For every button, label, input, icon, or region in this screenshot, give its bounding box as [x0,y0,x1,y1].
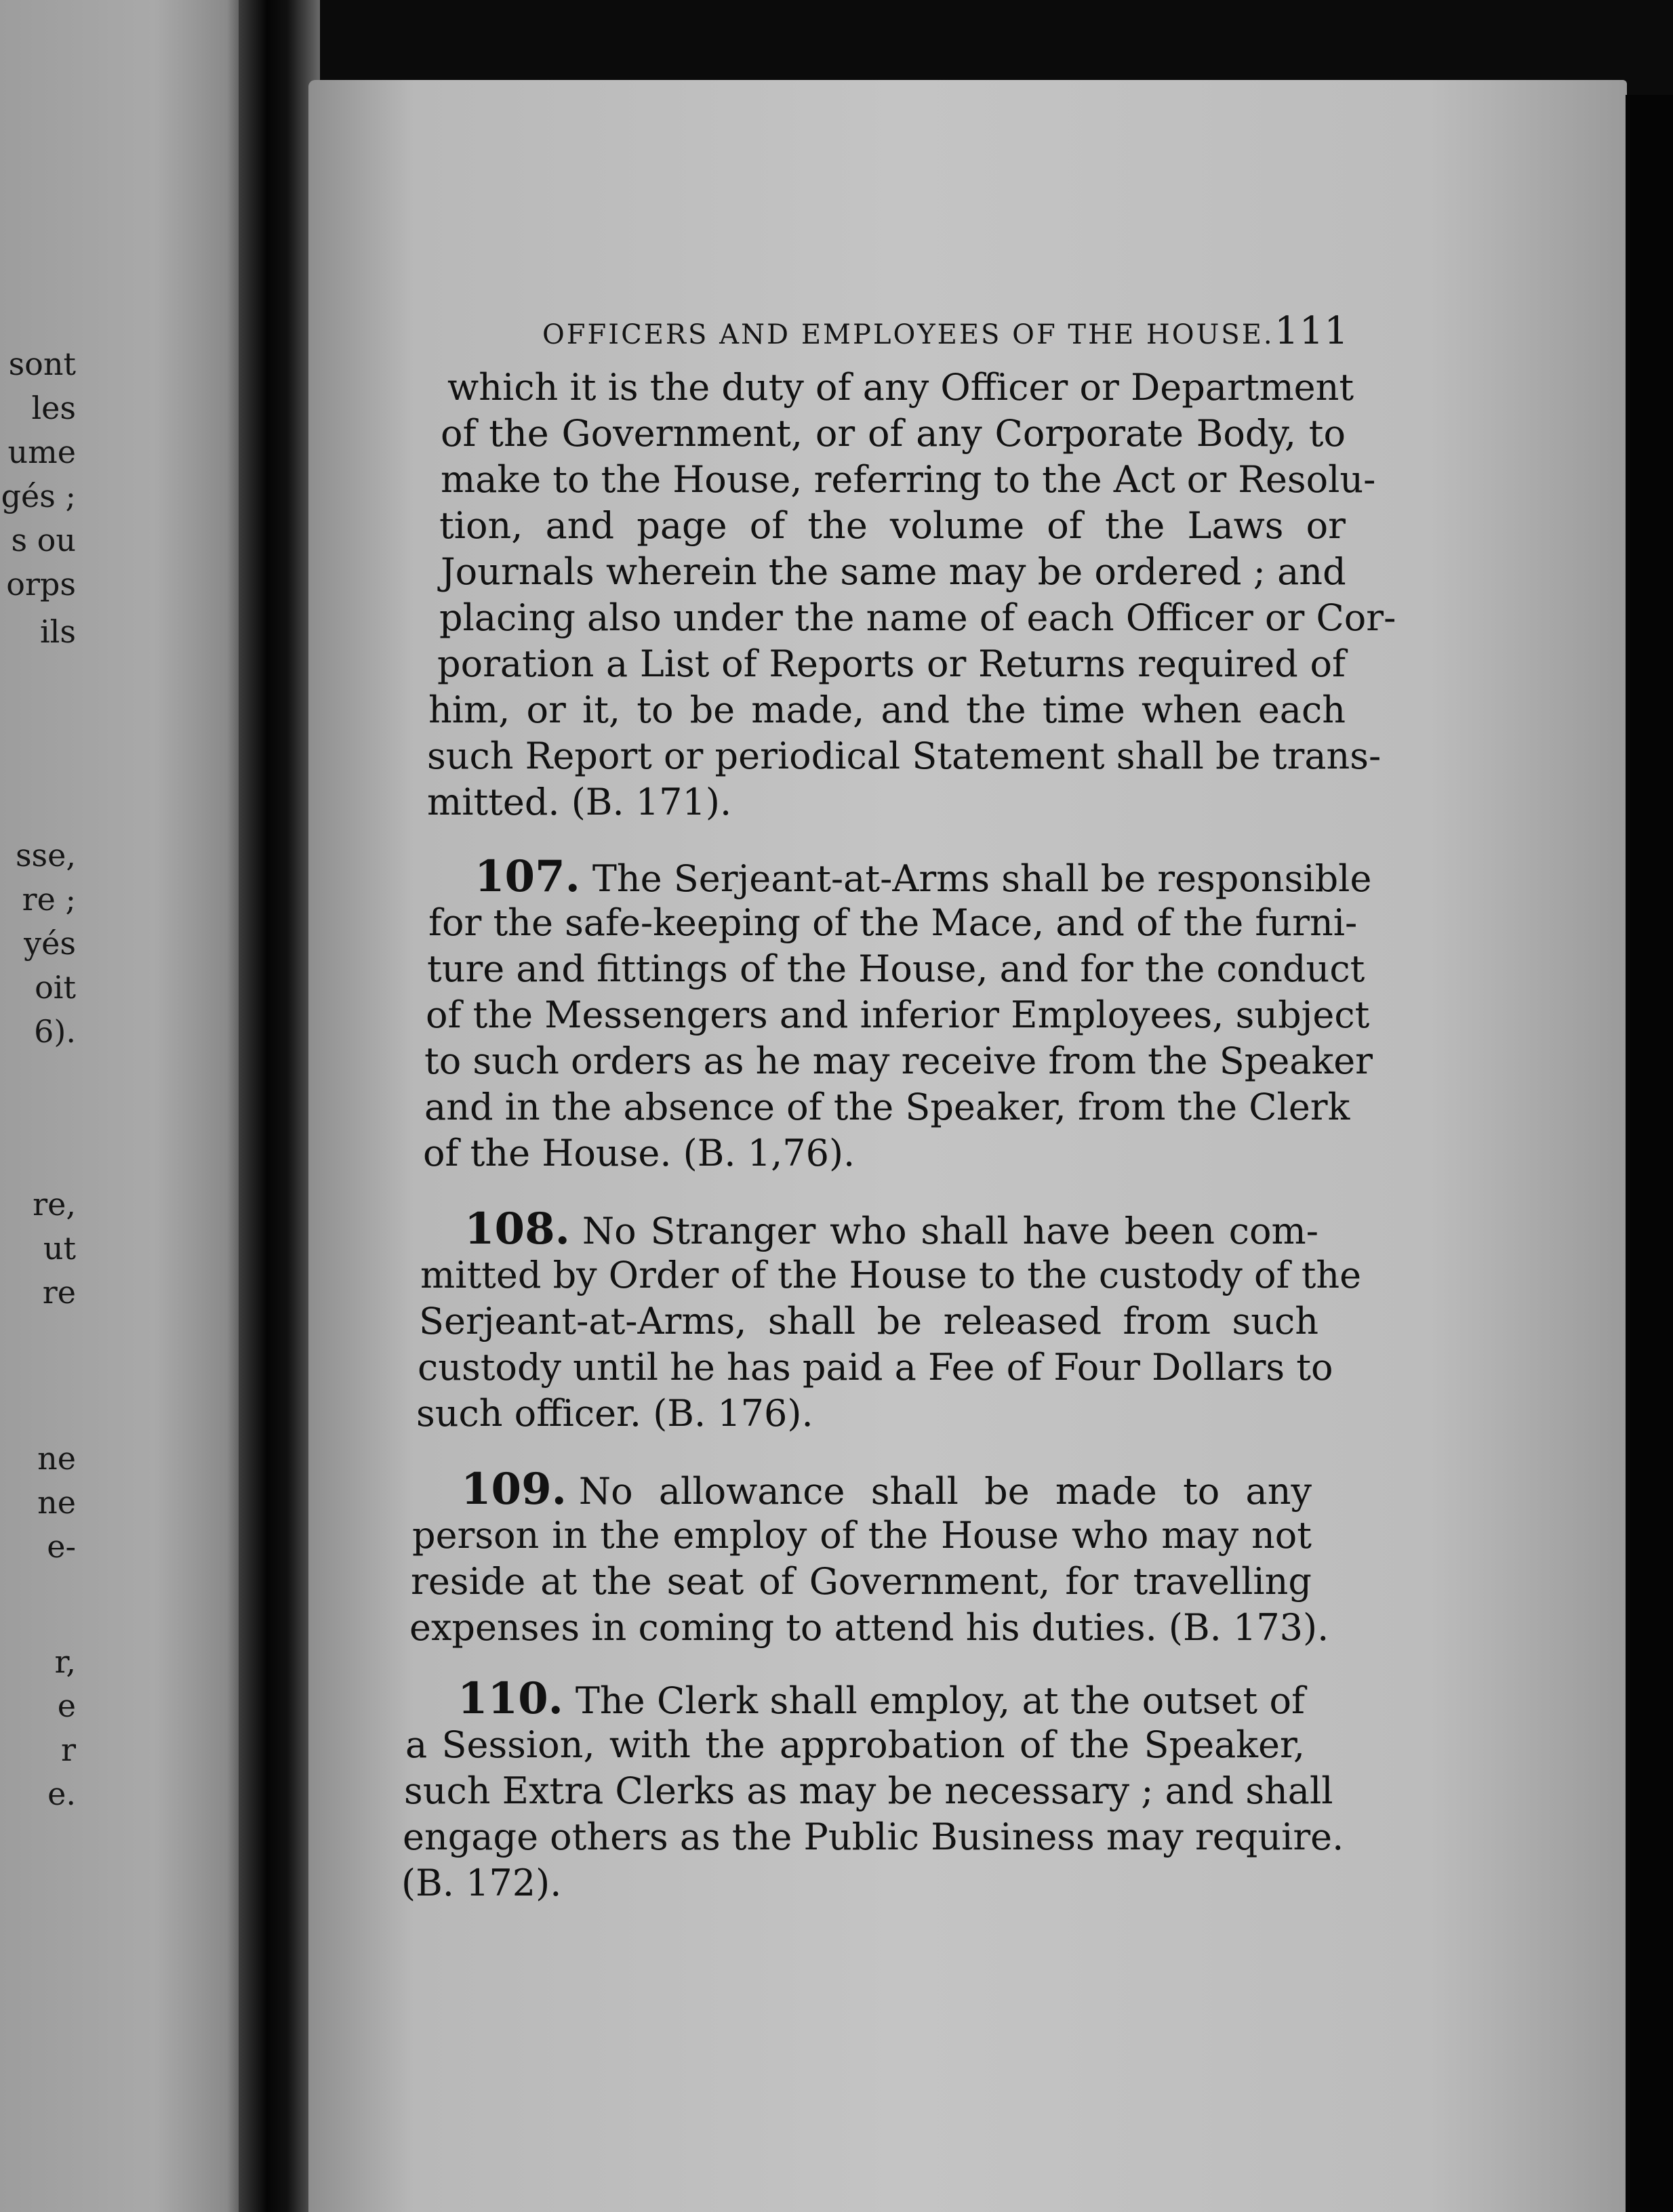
left-page-fragment: e- [47,1528,76,1565]
text-line: mitted by Order of the House to the custody of the [420,1254,1362,1296]
left-page-fragment: ne [37,1484,76,1521]
text-line: Journals wherein the same may be ordered ; and [441,550,1346,593]
text-line: Serjeant-at-Arms, shall be released from such [419,1300,1318,1343]
section-number: 110. [458,1673,563,1724]
left-page-fragment: r [61,1732,76,1768]
text-line: reside at the seat of Government, for travelling [411,1560,1312,1603]
left-page-fragment: orps [6,566,76,602]
line-text: No allowance shall be made to any [578,1470,1312,1513]
left-page-fragment: ils [39,613,76,650]
left-page-fragment: r, [54,1643,76,1680]
left-page-fragment: ume [7,434,76,470]
text-line: which it is the duty of any Officer or Department [447,366,1354,409]
text-line: him, or it, to be made, and the time when each [428,689,1346,731]
text-line: ture and fittings of the House, and for the conduct [427,947,1365,990]
text-line: of the Messengers and inferior Employees, subject [426,994,1370,1036]
text-line: expenses in coming to attend his duties. (B. 173). [409,1606,1329,1649]
header-title: OFFICERS AND EMPLOYEES OF THE HOUSE. [542,319,1274,350]
section-108-first-line [464,1204,1318,1254]
left-page-fragment: e [57,1687,76,1724]
left-page-fragment: re ; [22,881,76,918]
text-line: person in the employ of the House who may not [412,1514,1312,1557]
left-page-fragment: re, [33,1186,76,1223]
left-page-fragment: ne [37,1440,76,1477]
text-line: to such orders as he may receive from the Speaker [424,1040,1373,1082]
section-107-first-line [475,851,1372,902]
section-number: 108. [464,1204,570,1254]
section-number: 107. [475,851,580,902]
page-edge-shadow [1626,95,1673,2212]
left-page-fragment: re [42,1274,76,1311]
book-gutter [239,0,320,2212]
text-line: placing also under the name of each Officer or Cor- [439,596,1396,639]
text-line: of the House. (B. 1,76). [423,1132,855,1174]
section-number: 109. [461,1464,567,1515]
left-page-fragment: gés ; [1,478,76,514]
left-page-fragment: e. [47,1776,76,1812]
left-page-fragment: ut [43,1230,76,1267]
text-line: for the safe-keeping of the Mace, and of the furni- [428,901,1358,944]
line-text: The Clerk shall employ, at the outset of [575,1679,1305,1722]
left-page-fragment: sont [8,346,76,382]
page-number: 111 [1274,309,1349,353]
text-line: and in the absence of the Speaker, from the Clerk [424,1086,1350,1128]
text-line: custody until he has paid a Fee of Four Dollars to [418,1346,1333,1389]
text-line: a Session, with the approbation of the Speaker, [405,1723,1305,1766]
text-line: such officer. (B. 176). [416,1392,813,1435]
line-text: No Stranger who shall have been com- [582,1210,1318,1252]
text-line: mitted. (B. 171). [427,781,732,823]
text-line: (B. 172). [401,1862,562,1904]
line-text: The Serjeant-at-Arms shall be responsible [592,857,1372,900]
left-page-fragment: 6). [34,1013,76,1050]
left-page [0,0,258,2212]
text-line: such Report or periodical Statement shall be trans- [427,735,1382,777]
text-line: tion, and page of the volume of the Laws or [439,504,1346,547]
text-line: of the Government, or of any Corporate Body, to [441,412,1346,455]
left-page-fragment: les [31,390,76,426]
running-header [542,308,1349,356]
left-page-fragment: s ou [11,522,76,558]
text-line: make to the House, referring to the Act or Resolu- [441,458,1376,501]
section-110-first-line [458,1673,1305,1724]
text-line: such Extra Clerks as may be necessary ; and shall [404,1769,1333,1812]
left-page-fragment: sse, [15,837,76,874]
text-line: poration a List of Reports or Returns required of [437,642,1346,685]
left-page-fragment: yés [24,925,76,962]
section-109-first-line [461,1464,1312,1515]
left-page-fragment: oit [35,969,76,1006]
text-line: engage others as the Public Business may require. [403,1816,1344,1858]
